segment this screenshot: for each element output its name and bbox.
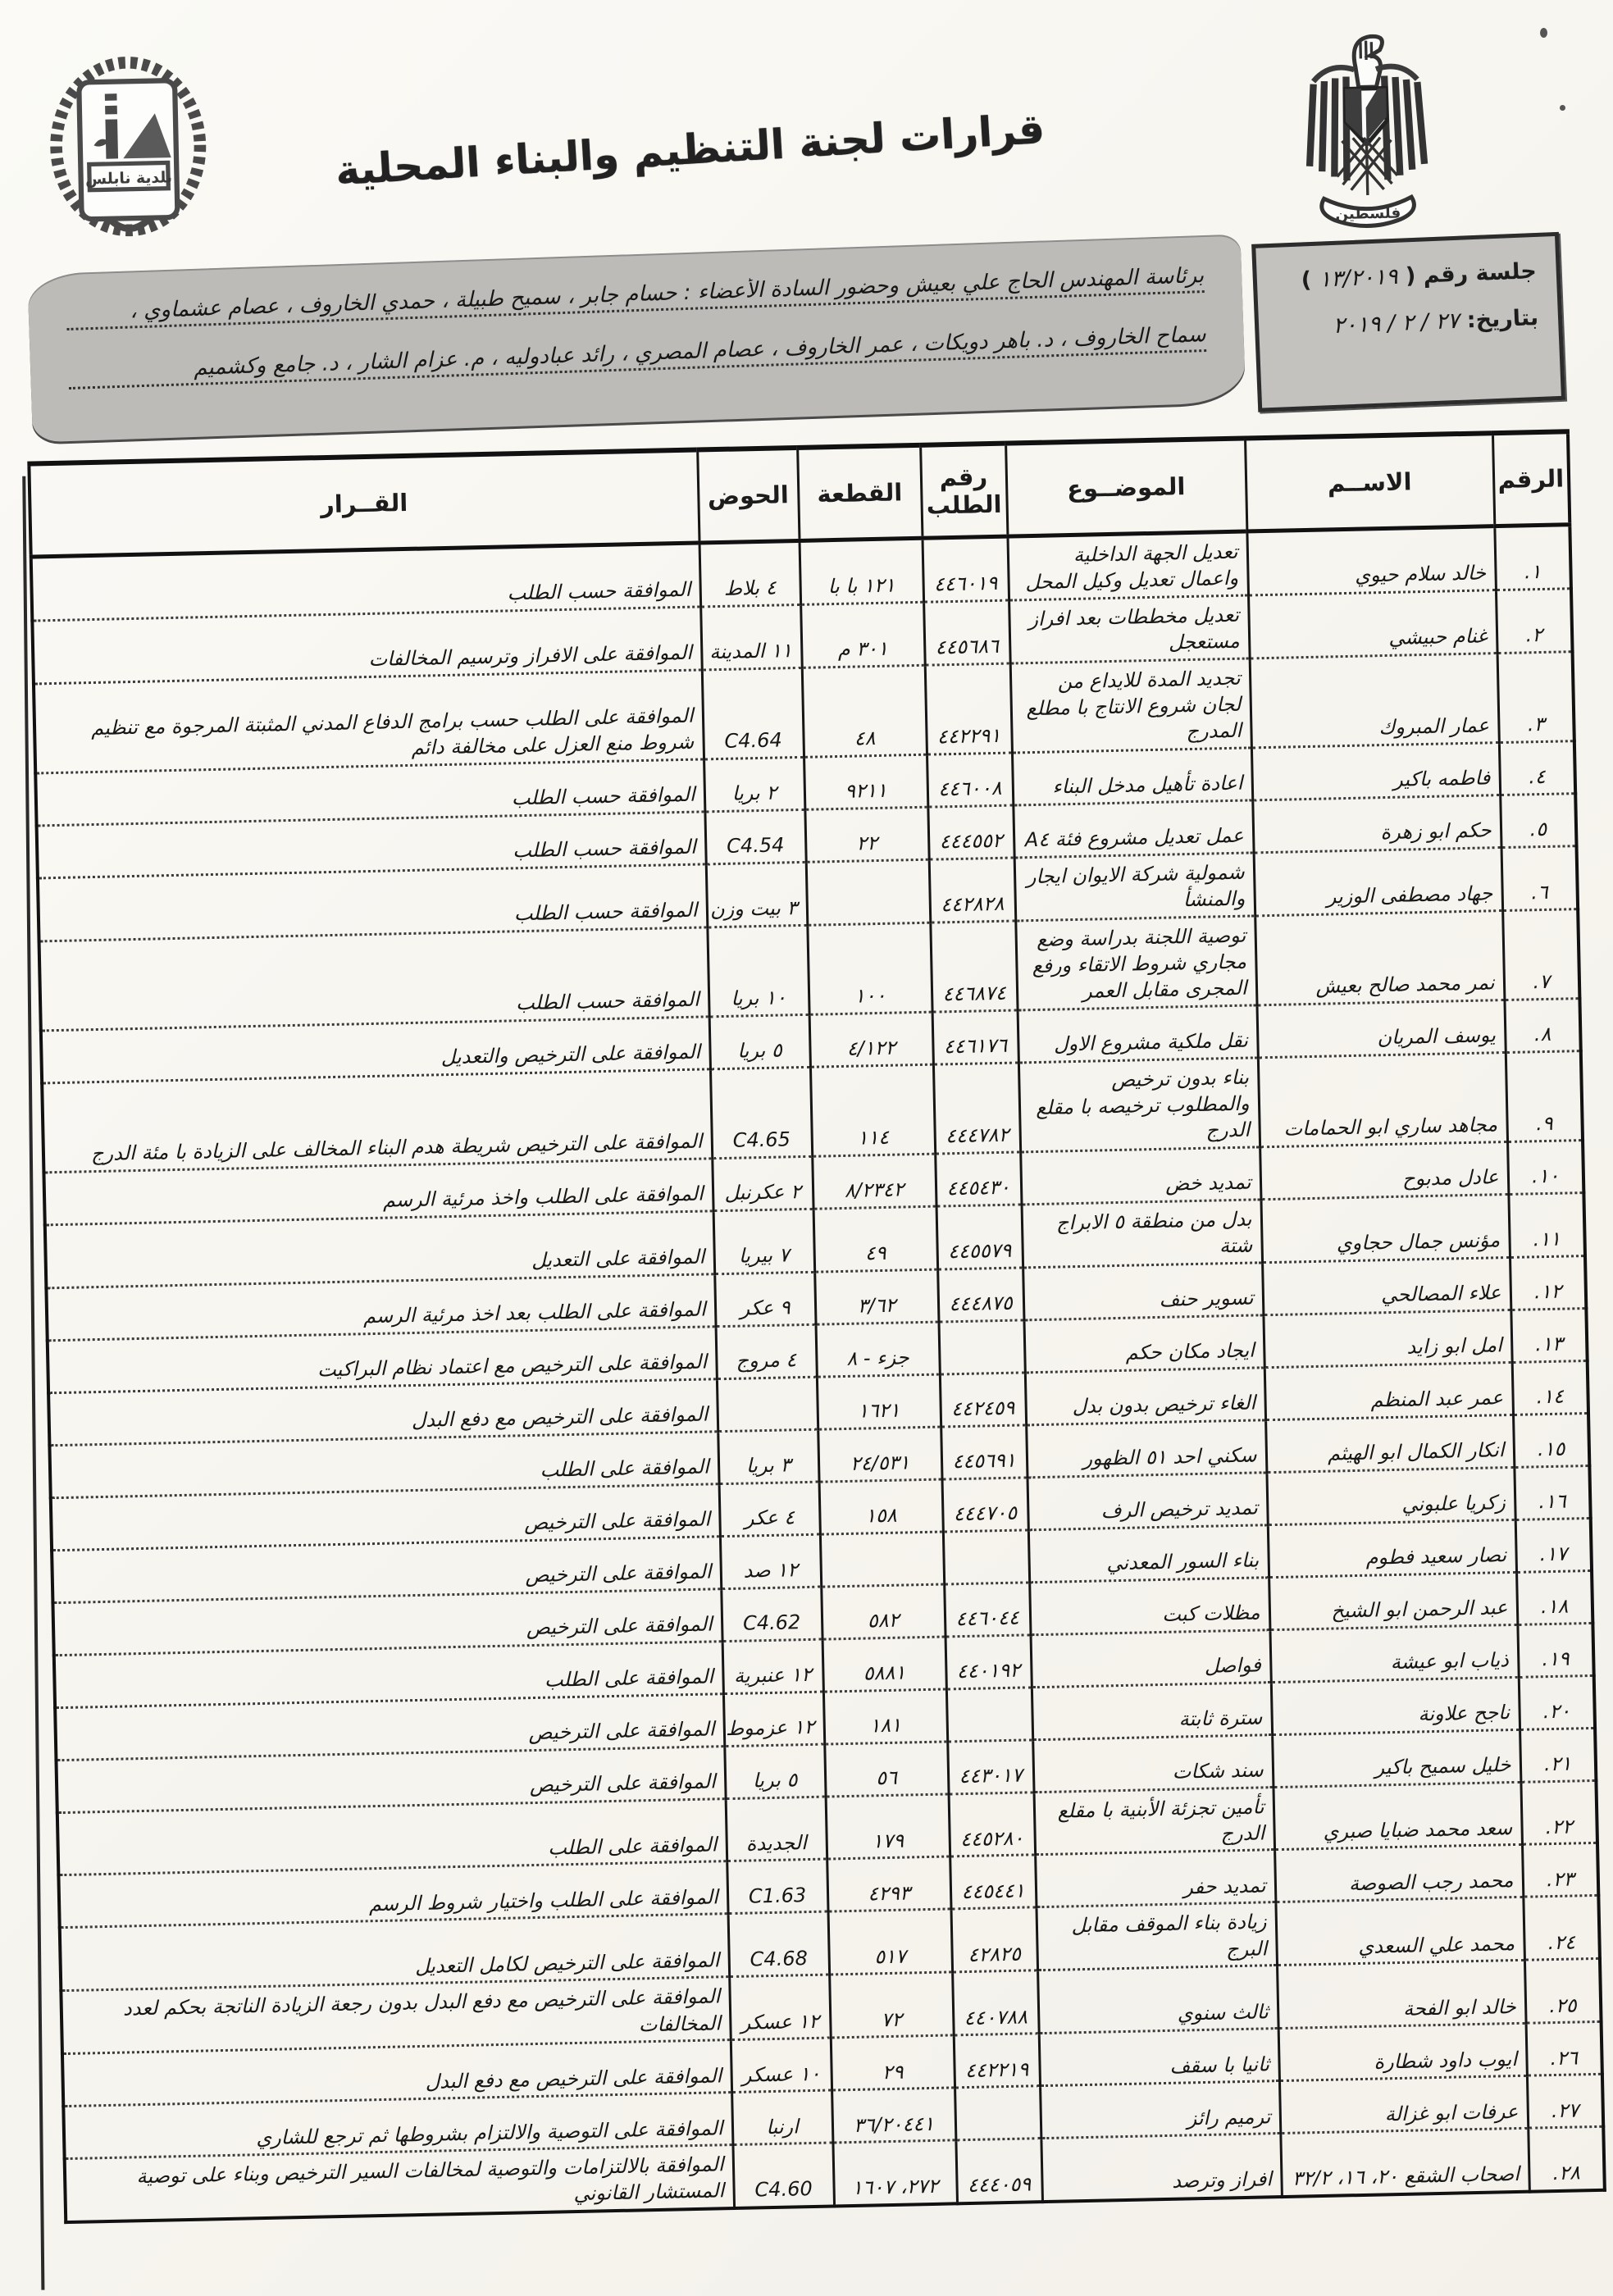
cell-subject: تمديد خض (1020, 1147, 1260, 1205)
cell-decision: الموافقة على الترخيص مع دفع البدل (62, 2040, 731, 2107)
cell-name: حكم ابو زهرة (1252, 795, 1501, 852)
municipality-seal-icon (40, 54, 216, 254)
cell-name: عبد الرحمن ابو الشيخ (1269, 1572, 1517, 1629)
cell-request-no: ٤٤٥٤٤١ (950, 1855, 1036, 1909)
cell-subject: ايجاد مكان حكم (1023, 1314, 1264, 1372)
cell-decision: الموافقة على الطلب واختيار شروط الرسم (58, 1861, 727, 1928)
cell-name: علاء المصالحي (1262, 1257, 1510, 1314)
cell-request-no: ٤٤٦٨٧٤ (930, 921, 1017, 1012)
cell-decision: الموافقة على الترخيص شريطة هدم البناء المخالف على الزيادة با مئة الدرج (42, 1069, 712, 1173)
cell-request-no: ٤٤٠١٩٢ (945, 1634, 1032, 1688)
cell-number: ٢٧. (1527, 2074, 1603, 2128)
cell-subject: زيادة بناء الموقف مقابل البرج (1036, 1902, 1277, 1970)
cell-subject: شمولية شركة الايوان ايجار والمنشأ (1014, 853, 1255, 921)
cell-number: ١٠. (1507, 1140, 1583, 1194)
session-info-box (1251, 232, 1565, 412)
cell-request-no: ٤٤٦٠٤٤ (944, 1582, 1030, 1636)
cell-number: ٨. (1504, 998, 1580, 1052)
cell-subject: تأمين تجزئة الأبنية با مقلع الدرج (1034, 1787, 1275, 1855)
cell-number: ١٥. (1513, 1413, 1589, 1467)
cell-name: ناجح علاونة (1271, 1677, 1520, 1734)
cell-basin: C4.62 (721, 1587, 822, 1642)
cell-plot: ٢٩ (831, 2035, 955, 2090)
cell-basin: ٥ بريا (709, 1014, 810, 1069)
cell-plot: ٤٢٩٣ (827, 1856, 950, 1911)
cell-plot: ١٨١ (823, 1689, 947, 1744)
decisions-table (27, 429, 1606, 2224)
cell-subject: تعديل مخططات بعد افراز مستعجل (1009, 595, 1250, 663)
cell-basin: ١٠ عسكر (731, 2038, 832, 2093)
cell-subject: تسوير حنف (1023, 1262, 1263, 1319)
cell-request-no: ٤٤٤٠٥٩ (955, 2139, 1042, 2203)
cell-subject: الغاء ترخيص بدون بدل (1025, 1367, 1265, 1424)
cell-number: ٢٥. (1524, 1959, 1602, 2024)
cell-decision: الموافقة حسب الطلب (35, 759, 704, 826)
cell-subject: بدل من منطقة ٥ الابراج شتة (1022, 1200, 1263, 1268)
cell-decision: الموافقة حسب الطلب (37, 812, 706, 878)
cell-basin: ١٢ عسكر (729, 1975, 831, 2039)
table-body (31, 525, 1605, 2222)
header-subject: الموضــوع (1005, 439, 1246, 537)
cell-name: مجاهد ساري ابو الحمامات (1258, 1052, 1507, 1146)
cell-request-no: ٤٤٥٦٨٦ (923, 600, 1010, 665)
header-basin: الحوض (697, 448, 799, 543)
cell-request-no (943, 1529, 1029, 1583)
cell-number: ٣. (1497, 651, 1574, 742)
cell-basin: C4.68 (728, 1911, 830, 1976)
cell-request-no: ٤٤٥٤٣٠ (935, 1152, 1021, 1206)
cell-subject: بناء السور المعدني (1028, 1524, 1269, 1582)
cell-name: زكريا علبوني (1266, 1467, 1515, 1524)
cell-subject: تعديل الجهة الداخلية واعمال تعديل وكيل المحل (1007, 531, 1248, 600)
cell-request-no: ٤٤٤٨٧٥ (937, 1268, 1023, 1322)
cell-subject: تجديد المدة للايداع من لجان شروع الانتاج با مطلع المدرج (1010, 658, 1251, 753)
cell-plot: ٥٨٨١ (822, 1637, 946, 1692)
cell-number: ٢٤. (1523, 1896, 1600, 1961)
cell-number: ٥. (1500, 793, 1576, 847)
left-wing-feathers (1308, 76, 1348, 181)
cell-name: عرفات ابو غزالة (1279, 2075, 1528, 2133)
cell-basin: ٣ بيت وزن (706, 862, 808, 927)
cell-number: ٦. (1501, 845, 1579, 910)
session-number-value: ١٣/٢٠١٩ (1318, 263, 1399, 293)
cell-plot: ١٧٩ (826, 1794, 950, 1860)
cell-plot: ٧٢ (829, 1972, 954, 2038)
cell-plot (806, 859, 931, 925)
seal-banner-text: بلدية نابلس (84, 169, 173, 189)
cell-subject: مظلات كبت (1029, 1577, 1269, 1634)
eagle-banner-text: فلسطين (1335, 204, 1401, 224)
cell-request-no: ٤٤٦٠١٩ (922, 536, 1009, 602)
cell-subject: افراز وترصد (1041, 2134, 1282, 2202)
cell-decision: الموافقة على الترخيص (55, 1693, 724, 1760)
cell-number: ١. (1494, 525, 1571, 590)
cell-basin: ١٠ بريا (707, 925, 809, 1017)
cell-request-no: ٤٤٥٢٨٠ (949, 1792, 1036, 1856)
cell-subject: عمل تعديل مشروع فئة A٤ (1013, 800, 1253, 858)
cell-plot: ٥٨٢ (821, 1584, 945, 1639)
cell-decision: الموافقة على الافراز وترسيم المخالفات (32, 607, 701, 684)
cell-subject: تمديد ترخيص الرف (1027, 1472, 1267, 1529)
cell-plot: ٢٤/٥٣١ (818, 1427, 941, 1482)
palestine-eagle-icon (1282, 20, 1450, 236)
header-decision: القــرار (29, 450, 699, 558)
cell-basin: ١٢ عنبرية (722, 1639, 823, 1694)
cell-decision: الموافقة على الترخيص مع دفع البدل بدون رجعة الزيادة الناتجة بحكم لعدد المخالفات (61, 1977, 730, 2054)
cell-decision: الموافقة على الترخيص مع دفع البدل (48, 1378, 718, 1445)
cell-plot: ١٢١ با با (800, 538, 924, 604)
cell-basin: ٧ بيريا (713, 1209, 815, 1273)
header-request-no: رقم الطلب (920, 444, 1007, 539)
cell-decision: الموافقة على الطلب حسب برامج الدفاع المدني المثبتة المرجوة مع تنظيم شروط منع العزل على مخالفة دائم (34, 670, 704, 773)
cell-plot: ٤٨ (802, 665, 927, 757)
cell-basin: ٣ بريا (718, 1429, 818, 1484)
cell-decision: الموافقة حسب الطلب (39, 927, 709, 1030)
cell-request-no: ٤٤٦٠٠٨ (927, 753, 1013, 807)
cell-request-no: ٤٤٤٧٠٥ (942, 1477, 1028, 1531)
cell-request-no: ٤٤٠٧٨٨ (952, 1970, 1039, 2035)
cell-name: ذياب ابو عيشة (1269, 1624, 1518, 1682)
cell-request-no: ٤٤٤٧٨٢ (933, 1063, 1020, 1154)
cell-plot: ١١٤ (810, 1064, 935, 1156)
cell-basin: C4.60 (732, 2143, 834, 2208)
cell-name: خليل سميح باكير (1272, 1729, 1520, 1787)
cell-decision: الموافقة على الترخيص لكامل التعديل (60, 1914, 729, 1991)
cell-basin: ١١ المدينة (700, 604, 802, 669)
cell-name: محمد علي السعدي (1275, 1897, 1524, 1966)
cell-subject: ترميم رائز (1040, 2081, 1280, 2139)
cell-number: ٢٢. (1520, 1780, 1597, 1845)
cell-name: عادل مدبوح (1260, 1141, 1508, 1199)
cell-request-no (955, 2086, 1041, 2140)
cell-basin: C4.65 (710, 1067, 812, 1159)
cell-request-no: ٤٤٢٢١٩ (954, 2034, 1040, 2088)
cell-basin: ٢ بريا (704, 757, 804, 812)
cell-name: امل ابو زايد (1263, 1310, 1511, 1367)
cell-basin: ٤ بلاط (699, 540, 801, 606)
right-wing-feathers (1384, 75, 1424, 180)
cell-name: خالد ابو الفحة (1277, 1960, 1526, 2028)
page-title: قرارات لجنة التنظيم والبناء المحلية (334, 104, 1046, 195)
cell-name: نصار سعيد فطوم (1268, 1519, 1516, 1577)
cell-number: ٢١. (1520, 1728, 1596, 1782)
cell-decision: الموافقة على الطلب (49, 1431, 718, 1497)
cell-decision: الموافقة على الترخيص (51, 1483, 720, 1550)
cell-name: غنام حبيشي (1248, 590, 1497, 658)
session-strip (28, 235, 1564, 435)
cell-plot: ٣٠١ م (800, 602, 925, 667)
session-date-label: بتاريخ: (1466, 304, 1539, 334)
cell-name: عمر عبد المنظم (1264, 1362, 1513, 1419)
cell-plot (820, 1532, 944, 1587)
cell-basin: C4.64 (702, 667, 804, 759)
cell-decision: الموافقة على الطلب بعد اخذ مرئية الرسم (46, 1273, 715, 1340)
attendance-band (27, 235, 1246, 443)
cell-subject: نقل ملكية مشروع الاول (1018, 1005, 1258, 1063)
header-number: الرقم (1492, 431, 1570, 526)
cell-plot: جزء - ٨ (816, 1322, 940, 1377)
cell-number: ٢٨. (1528, 2126, 1605, 2191)
cell-plot: ٢٢ (804, 807, 928, 862)
cell-decision: الموافقة على التوصية والالتزام بشروطها ثم ترجع للشاري (63, 2093, 732, 2159)
cell-request-no (938, 1320, 1024, 1374)
cell-basin: ٢ عكرنبل (712, 1156, 813, 1211)
session-number-close: ) (1301, 267, 1312, 294)
cell-plot: ٥٦ (824, 1742, 948, 1797)
cell-number: ١٨. (1516, 1570, 1592, 1624)
cell-number: ٤. (1499, 740, 1575, 795)
cell-number: ١٣. (1510, 1308, 1587, 1362)
cell-name: يوسف المريان (1256, 1000, 1505, 1057)
session-date-value: ٢٧ / ٢ / ٢٠١٩ (1332, 308, 1460, 339)
cell-basin: ٥ بريا (724, 1744, 825, 1799)
cell-request-no: ٤٤٢٨٢٨ (929, 858, 1016, 922)
cell-name: ايوب داود شطارة (1278, 2023, 1527, 2080)
cell-basin: ١٢ عزموط (723, 1692, 824, 1747)
cell-name: انكار الكمال ابو الهيثم (1265, 1414, 1514, 1472)
cell-request-no: ٤٤٦١٧٦ (932, 1010, 1018, 1064)
cell-subject: ثالث سنوي (1037, 1966, 1278, 2034)
session-number-label: جلسة رقم ( (1405, 257, 1538, 289)
cell-name: سعد محمد ضبايا صبري (1273, 1782, 1522, 1850)
cell-decision: الموافقة على التعديل (45, 1211, 714, 1288)
cell-decision: الموافقة على الطلب (57, 1798, 727, 1875)
cell-decision: الموافقة بالالتزامات والتوصية لمخالفات السير الترخيص وبناء على توصية المستشار القانوني (65, 2145, 734, 2222)
cell-subject: اعادة تأهيل مدخل البناء (1012, 748, 1252, 805)
cell-subject: تمديد حفر (1035, 1850, 1275, 1907)
cell-basin: C1.63 (727, 1859, 827, 1914)
cell-request-no: ٤٤٢٢٩١ (925, 663, 1012, 754)
cell-number: ١٢. (1510, 1255, 1586, 1310)
cell-name: مؤنس جمال حجاوي (1260, 1194, 1510, 1262)
cell-basin: ارنبا (731, 2090, 832, 2145)
cell-plot: ١٦٢١ (817, 1374, 941, 1429)
cell-name: خالد سلام حيوي (1246, 526, 1496, 595)
header-name: الاســم (1245, 433, 1494, 531)
attendance-line-1: برئاسة المهندس الحاج علي بعيش وحضور السادة الأعضاء : حسام جابر ، سميح طبيلة ، حمدي الخاروف ، عصام عشماوي ، (66, 263, 1204, 330)
cell-basin: C4.54 (704, 809, 805, 864)
cell-basin: ٤ عكر (719, 1482, 820, 1537)
cell-decision: الموافقة حسب الطلب (38, 864, 707, 941)
cell-request-no (946, 1687, 1032, 1741)
cell-subject: توصية اللجنة بدراسة وضع مجاري شروط الاتقاء ورفع المجرى مقابل العمر (1015, 915, 1256, 1009)
cell-plot: ٤٩ (813, 1206, 938, 1272)
cell-number: ١٤. (1512, 1360, 1588, 1414)
cell-name: محمد رجب الصوصة (1274, 1845, 1523, 1902)
cell-number: ٩. (1506, 1050, 1583, 1141)
cell-subject: ثانيا با سقف (1039, 2029, 1279, 2086)
cell-name: عمار المبروك (1250, 653, 1499, 747)
cell-decision: الموافقة على الترخيص مع اعتماد نظام البراكيت (48, 1326, 717, 1392)
cell-plot: ١٠٠ (807, 922, 932, 1014)
cell-decision: الموافقة على الترخيص (52, 1588, 722, 1655)
cell-name: فاطمه باكير (1251, 742, 1500, 800)
cell-subject: سند شكات (1032, 1734, 1273, 1792)
cell-number: ٢. (1496, 589, 1573, 654)
cell-decision: الموافقة على الترخيص والتعديل (41, 1017, 710, 1083)
cell-basin: الجديدة (726, 1797, 827, 1861)
cell-number: ١١. (1508, 1192, 1585, 1257)
cell-request-no: ٤٤٤٥٥٢ (927, 805, 1014, 859)
cell-subject: فواصل (1031, 1629, 1271, 1687)
cell-plot: ٣٦/٢٠٤٤١ (832, 2088, 955, 2143)
cell-plot: ٩٢١١ (804, 754, 927, 809)
cell-plot: ٨/٢٣٤٢ (812, 1154, 936, 1209)
cell-subject: سترة ثابتة (1032, 1682, 1272, 1739)
cell-basin: ٤ مروج (716, 1324, 817, 1379)
cell-plot: ٢٧٢، ١٦٠٧ (832, 2140, 957, 2206)
cell-number: ٢٦. (1526, 2021, 1602, 2075)
cell-plot: ٣/٦٢ (814, 1269, 938, 1324)
cell-request-no: ٤٤٥٦٩١ (941, 1425, 1027, 1479)
cell-decision: الموافقة على الطلب (54, 1641, 723, 1707)
attendance-line-2: سماح الخاروف ، د. باهر دويكات ، عمر الخاروف ، عصام المصري ، رائد عبادوليه ، م. عزام الشار ، د. جامع وكشميم (68, 322, 1206, 390)
header-plot: القطعة (797, 445, 922, 541)
cell-request-no: ٤٤٣٠١٧ (947, 1739, 1033, 1793)
cell-plot: ٥١٧ (828, 1909, 953, 1975)
cell-number: ١٧. (1515, 1518, 1592, 1572)
cell-number: ٢٣. (1522, 1843, 1598, 1897)
session-date-line (1278, 305, 1539, 341)
cell-basin (717, 1377, 818, 1432)
cell-basin: ١٢ صد (720, 1534, 821, 1589)
cell-decision: الموافقة على الترخيص (52, 1536, 721, 1602)
cell-number: ٧. (1502, 909, 1579, 1000)
cell-request-no: ٤٢٨٢٥ (951, 1907, 1038, 1972)
cell-number: ٢٠. (1519, 1675, 1595, 1729)
cell-name: اصحاب الشقع ٢٠، ١٦، ٣٢/٢ (1280, 2128, 1529, 2197)
cell-request-no: ٤٤٥٥٧٩ (936, 1205, 1023, 1269)
cell-basin: ٩ عكر (714, 1272, 815, 1327)
cell-number: ١٩. (1517, 1623, 1593, 1677)
cell-subject: بناء بدون ترخيص والمطلوب ترخيصه با مقلع الدرج (1018, 1058, 1260, 1152)
cell-number: ١٦. (1514, 1465, 1590, 1519)
cell-decision: الموافقة على الطلب واخذ مرئية الرسم (43, 1159, 713, 1225)
cell-name: جهاد مصطفى الوزير (1254, 847, 1503, 915)
cell-subject: سكني احد ٥١ الظهور (1026, 1419, 1266, 1477)
cell-plot: ٤/١٢٢ (809, 1012, 933, 1067)
cell-plot: ١٥٨ (819, 1479, 943, 1534)
session-number-line (1276, 258, 1537, 294)
cell-name: نمر محمد صالح بعيش (1255, 910, 1504, 1004)
cell-request-no: ٤٤٢٤٥٩ (940, 1373, 1026, 1427)
cell-decision: الموافقة على الترخيص (56, 1746, 725, 1812)
cell-decision: الموافقة حسب الطلب (31, 543, 700, 621)
